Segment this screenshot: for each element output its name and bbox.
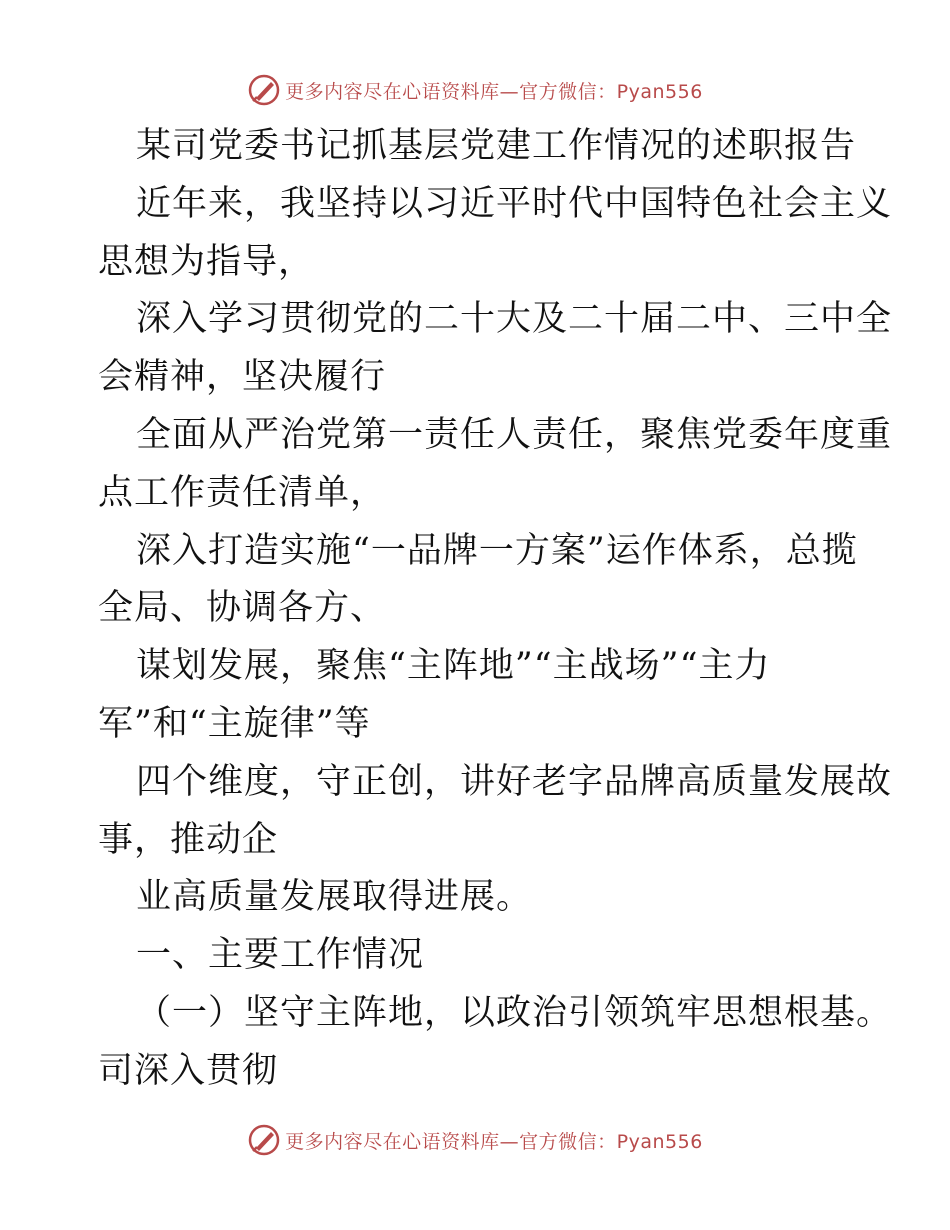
paragraph-line: 业高质量发展取得进展。 <box>136 877 533 918</box>
watermark-text: 更多内容尽在心语资料库—官方微信：Pyan556 <box>285 80 703 103</box>
paragraph-line: 思想为指导， <box>98 241 315 282</box>
paragraph-line: 全局、协调各方、 <box>98 588 387 629</box>
subsection-heading: （一）坚守主阵地，以政治引领筑牢思想根基。 <box>136 992 893 1033</box>
section-heading: 一、主要工作情况 <box>136 935 425 976</box>
paragraph-line: 四个维度，守正创，讲好老字品牌高质量发展故 <box>136 761 893 802</box>
paragraph-line: 全面从严治党第一责任人责任，聚焦党委年度重 <box>136 414 893 455</box>
quill-logo-icon <box>247 1123 281 1157</box>
paragraph-line: 司深入贯彻 <box>98 1050 279 1091</box>
paragraph-line: 谋划发展，聚焦“主阵地”“主战场”“主力 <box>136 646 771 687</box>
paragraph-line: 军”和“主旋律”等 <box>98 703 371 744</box>
document-body <box>98 118 893 1101</box>
quill-logo-icon <box>247 73 281 107</box>
paragraph-line: 会精神，坚决履行 <box>98 357 387 398</box>
paragraph-line: 深入学习贯彻党的二十大及二十届二中、三中全 <box>136 299 893 340</box>
paragraph-line: 点工作责任清单， <box>98 472 387 513</box>
watermark-footer <box>0 1120 950 1160</box>
paragraph-line: 近年来，我坚持以习近平时代中国特色社会主义 <box>136 183 893 224</box>
paragraph-line: 深入打造实施“一品牌一方案”运作体系，总揽 <box>136 530 858 571</box>
paragraph-line: 事，推动企 <box>98 819 279 860</box>
watermark-text: 更多内容尽在心语资料库—官方微信：Pyan556 <box>285 1130 703 1153</box>
watermark-header <box>0 70 950 110</box>
document-title: 某司党委书记抓基层党建工作情况的述职报告 <box>136 126 857 166</box>
